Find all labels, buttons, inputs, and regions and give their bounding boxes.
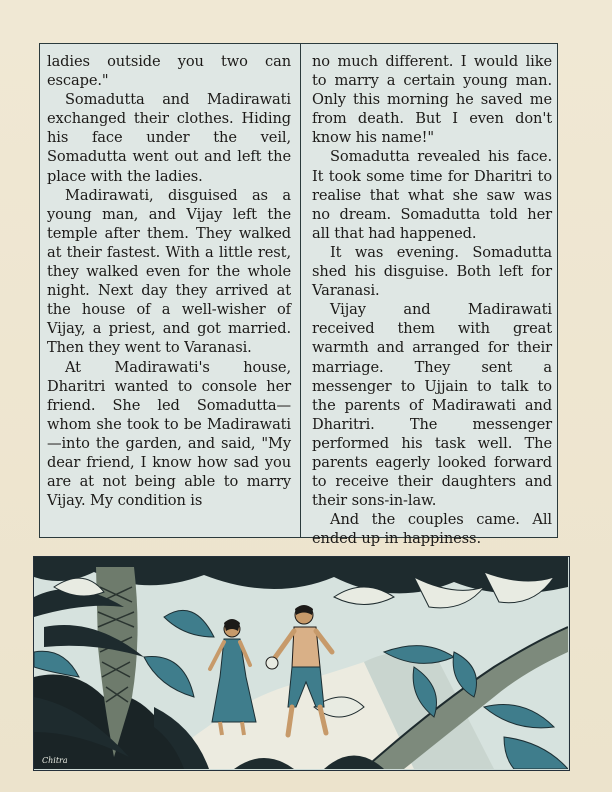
paragraph: And the couples came. All ended up in happiness.: [312, 511, 552, 548]
forest-illustration: [33, 556, 570, 771]
illustration-drawing: [34, 557, 568, 769]
right-column: [312, 52, 552, 548]
column-divider: [300, 44, 301, 537]
story-text-panel: [39, 43, 558, 548]
paragraph: At Madirawati's house, Dharitri wanted to console her friend. She led Somadutta—whom she took to be Madirawati—into the garden, and said, "My dear friend, I know how sad you are at not being able to marry Vijay. My condition is: [47, 358, 291, 510]
artist-signature: Chitra: [42, 756, 68, 765]
paragraph: It was evening. Somadutta shed his disguise. Both left for Varanasi.: [312, 243, 552, 300]
paragraph: Somadutta and Madirawati exchanged their clothes. Hiding his face under the veil, Somadutta went out and left the place with the ladies.: [47, 91, 291, 185]
paragraph: Vijay and Madirawati received them with great warmth and arranged for their marriage. They sent a messenger to Ujjain to talk to the parents of Madirawati and Dharitri. The messenger performed his task well. The parents eagerly looked forward to receive their daughters and their sons-in-law.: [312, 301, 552, 510]
left-column: [47, 52, 291, 510]
paragraph: no much different. I would like to marry a certain young man. Only this morning he saved me from death. But I even don't know his name!": [312, 53, 552, 147]
paragraph: ladies outside you two can escape.": [47, 53, 291, 90]
paragraph: Madirawati, disguised as a young man, and Vijay left the temple after them. They walked at their fastest. With a little rest, they walked even for the whole night. Next day they arrived at the house of a well-wisher of Vijay, a priest, and got married. Then they went to Varanasi.: [47, 186, 291, 357]
paragraph: Somadutta revealed his face. It took some time for Dharitri to realise that what she saw was no dream. Somadutta told her all that had happened.: [312, 148, 552, 242]
